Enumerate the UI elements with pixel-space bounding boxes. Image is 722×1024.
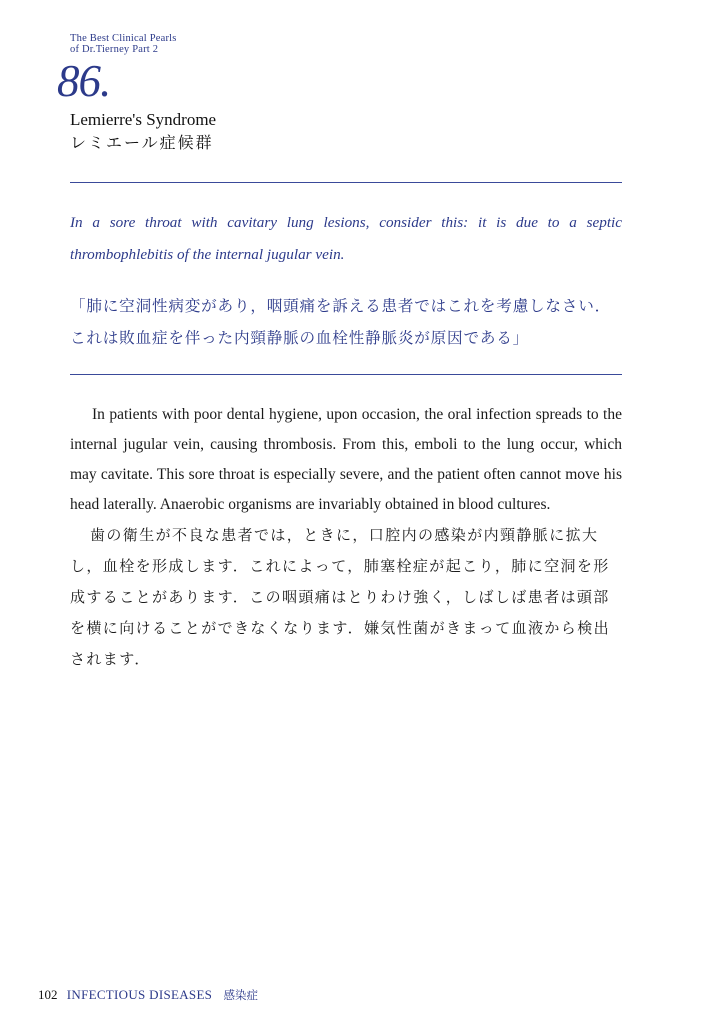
page-number: 102: [38, 987, 58, 1002]
body-japanese: 歯の衛生が不良な患者では，ときに，口腔内の感染が内頸静脈に拡大し，血栓を形成します．これによって，肺塞栓症が起こり，肺に空洞を形成することがあります．この咽頭痛はとりわけ強く，しばしば患者は頭部を横に向けることができなくなります．嫌気性菌がきまって血液から検出されます．: [70, 526, 611, 668]
series-title: [70, 33, 270, 55]
divider-bottom: [70, 374, 622, 375]
section-name-japanese: 感染症: [223, 988, 258, 1002]
pearl-number: 86.: [57, 56, 111, 106]
page-footer: [38, 987, 258, 1003]
title-english: Lemierre's Syndrome: [70, 110, 217, 129]
pearl-english: In a sore throat with cavitary lung lesions, consider this: it is due to a septic thrombophlebitis of the internal jugular vein.: [70, 214, 622, 263]
body-english: In patients with poor dental hygiene, upon occasion, the oral infection spreads to the internal jugular vein, causing thrombosis. From this, emboli to the lung occur, which may cavitate. This sore throat is especially severe, and the patient often cannot move his head laterally. Anaerobic organisms are invariably obtained in blood cultures.: [70, 406, 622, 513]
section-name-english: INFECTIOUS DISEASES: [66, 987, 213, 1002]
divider-top: [70, 182, 622, 183]
title-japanese: レミエール症候群: [70, 133, 214, 152]
series-title-line-2: of Dr.Tierney Part 2: [70, 44, 159, 55]
pearl-japanese: 「肺に空洞性病変があり，咽頭痛を訴える患者ではこれを考慮しなさい．これは敗血症を伴った内頸静脈の血栓性静脈炎が原因である」: [70, 297, 611, 347]
series-title-line-1: The Best Clinical Pearls: [70, 33, 177, 44]
